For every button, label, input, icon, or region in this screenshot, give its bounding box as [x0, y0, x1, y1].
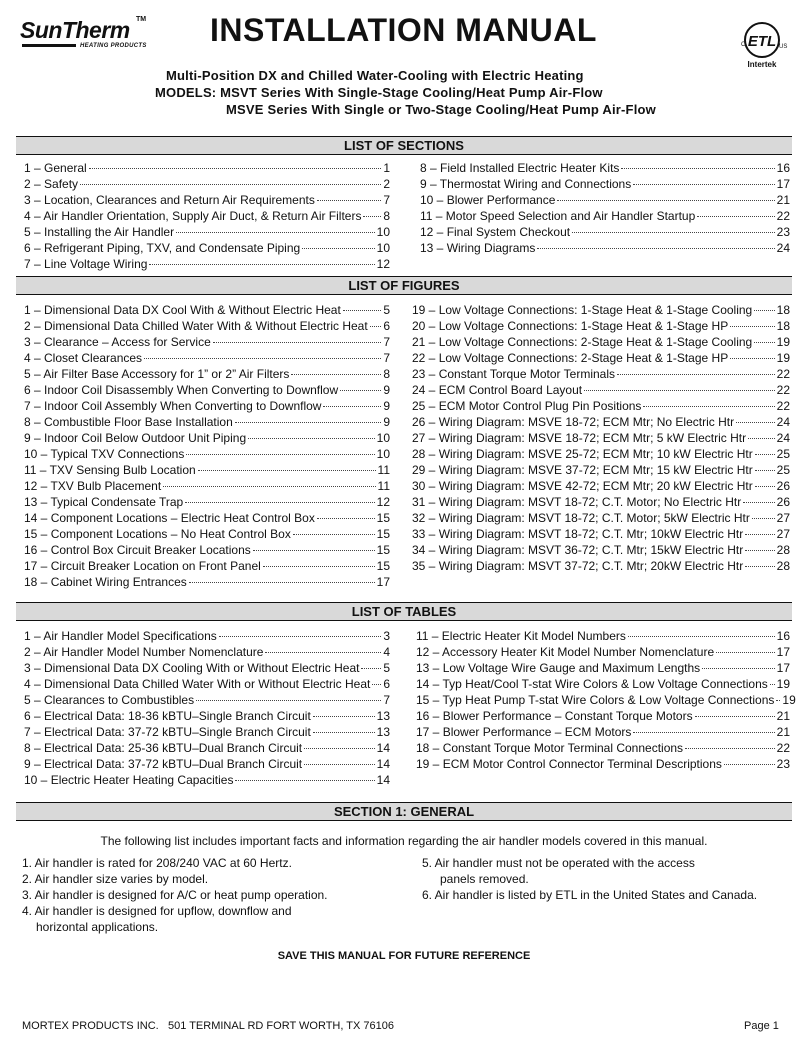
toc-label: 12 – TXV Bulb Placement: [24, 479, 162, 493]
toc-page: 22: [776, 383, 790, 397]
toc-entry[interactable]: [24, 542, 390, 558]
toc-page: 5: [383, 661, 390, 675]
toc-label: 16 – Blower Performance – Constant Torque Motors: [416, 709, 693, 723]
toc-page: 8: [383, 209, 390, 223]
toc-entry[interactable]: [24, 628, 390, 644]
toc-entry[interactable]: [416, 660, 790, 676]
toc-page: 19: [776, 677, 790, 691]
toc-label: 27 – Wiring Diagram: MSVE 18-72; ECM Mtr; 5 kW Electric Htr: [412, 431, 747, 445]
toc-label: 11 – Electric Heater Kit Model Numbers: [416, 629, 626, 643]
toc-page: 7: [383, 193, 390, 207]
sections-list-right: [420, 160, 790, 256]
toc-page: 24: [776, 415, 790, 429]
toc-entry[interactable]: [24, 302, 390, 318]
toc-page: 4: [383, 645, 390, 659]
toc-page: 28: [776, 543, 790, 557]
toc-label: 24 – ECM Control Board Layout: [412, 383, 583, 397]
subtitle-line-1: Multi-Position DX and Chilled Water-Cooling with Electric Heating: [166, 68, 584, 83]
toc-label: 19 – ECM Motor Control Connector Terminal Descriptions: [416, 757, 722, 771]
toc-entry[interactable]: [24, 334, 390, 350]
toc-label: 4 – Dimensional Data Chilled Water With or Without Electric Heat: [24, 677, 371, 691]
toc-label: 22 – Low Voltage Connections: 2-Stage Heat & 1-Stage HP: [412, 351, 729, 365]
toc-page: 18: [776, 319, 790, 333]
toc-label: 25 – ECM Motor Control Plug Pin Positions: [412, 399, 642, 413]
figures-list-left: [24, 302, 390, 590]
toc-page: 19: [782, 693, 796, 707]
toc-page: 22: [776, 209, 790, 223]
toc-entry[interactable]: [420, 192, 790, 208]
toc-entry[interactable]: [24, 414, 390, 430]
toc-page: 27: [776, 511, 790, 525]
tables-heading: LIST OF TABLES: [16, 602, 792, 621]
toc-entry[interactable]: [24, 192, 390, 208]
toc-label: 1 – General: [24, 161, 87, 175]
toc-label: 10 – Electric Heater Heating Capacities: [24, 773, 234, 787]
toc-page: 28: [776, 559, 790, 573]
toc-label: 3 – Location, Clearances and Return Air Requirements: [24, 193, 315, 207]
toc-label: 9 – Thermostat Wiring and Connections: [420, 177, 632, 191]
toc-entry[interactable]: [416, 676, 790, 692]
toc-entry[interactable]: [412, 382, 790, 398]
svg-text:ETL: ETL: [747, 33, 777, 50]
toc-entry[interactable]: [24, 224, 390, 240]
toc-page: 3: [383, 629, 390, 643]
toc-label: 8 – Combustible Floor Base Installation: [24, 415, 233, 429]
toc-page: 13: [376, 709, 390, 723]
general-heading: SECTION 1: GENERAL: [16, 802, 792, 821]
toc-entry[interactable]: [24, 478, 390, 494]
toc-label: 9 – Indoor Coil Below Outdoor Unit Piping: [24, 431, 247, 445]
toc-page: 6: [383, 677, 390, 691]
toc-label: 15 – Typ Heat Pump T-stat Wire Colors & Low Voltage Connections: [416, 693, 775, 707]
toc-entry[interactable]: [412, 334, 790, 350]
toc-label: 20 – Low Voltage Connections: 1-Stage Heat & 1-Stage HP: [412, 319, 729, 333]
toc-entry[interactable]: [24, 240, 390, 256]
logo-underline: [22, 44, 76, 47]
toc-page: 7: [383, 335, 390, 349]
toc-label: 8 – Field Installed Electric Heater Kits: [420, 161, 620, 175]
suntherm-logo: [20, 18, 150, 58]
toc-page: 18: [776, 303, 790, 317]
toc-label: 6 – Refrigerant Piping, TXV, and Condensate Piping: [24, 241, 301, 255]
toc-label: 5 – Installing the Air Handler: [24, 225, 175, 239]
toc-label: 29 – Wiring Diagram: MSVE 37-72; ECM Mtr; 15 kW Electric Htr: [412, 463, 753, 477]
svg-text:US: US: [779, 44, 788, 50]
toc-page: 23: [776, 757, 790, 771]
toc-page: 9: [383, 383, 390, 397]
toc-page: 10: [376, 241, 390, 255]
toc-page: 1: [383, 161, 390, 175]
toc-label: 10 – Blower Performance: [420, 193, 556, 207]
toc-page: 14: [376, 773, 390, 787]
toc-label: 30 – Wiring Diagram: MSVE 42-72; ECM Mtr; 20 kW Electric Htr: [412, 479, 753, 493]
toc-label: 5 – Air Filter Base Accessory for 1” or 2” Air Filters: [24, 367, 290, 381]
toc-entry[interactable]: [416, 692, 796, 708]
sections-list-left: [24, 160, 390, 272]
figures-list-right: [412, 302, 790, 574]
general-list-right: [422, 856, 792, 904]
toc-page: 13: [376, 725, 390, 739]
toc-label: 17 – Circuit Breaker Location on Front Panel: [24, 559, 261, 573]
toc-label: 32 – Wiring Diagram: MSVT 18-72; C.T. Motor; 5kW Electric Htr: [412, 511, 750, 525]
logo-trademark: TM: [136, 16, 147, 23]
subtitle-line-2: MODELS: MSVT Series With Single-Stage Cooling/Heat Pump Air-Flow: [155, 85, 603, 100]
toc-entry[interactable]: [24, 398, 390, 414]
toc-entry[interactable]: [416, 756, 790, 772]
tables-list-left: [24, 628, 390, 788]
toc-entry[interactable]: [420, 176, 790, 192]
toc-entry[interactable]: [24, 558, 390, 574]
toc-entry[interactable]: [24, 676, 390, 692]
toc-page: 11: [377, 463, 390, 477]
toc-entry[interactable]: [412, 526, 790, 542]
toc-entry[interactable]: [412, 350, 790, 366]
toc-label: 8 – Electrical Data: 25-36 kBTU–Dual Branch Circuit: [24, 741, 303, 755]
toc-page: 5: [383, 303, 390, 317]
general-list-left: [22, 856, 402, 936]
toc-entry[interactable]: [420, 208, 790, 224]
toc-entry[interactable]: [420, 240, 790, 256]
toc-label: 10 – Typical TXV Connections: [24, 447, 185, 461]
toc-page: 22: [776, 367, 790, 381]
toc-label: 12 – Final System Checkout: [420, 225, 571, 239]
toc-entry[interactable]: [24, 772, 390, 788]
logo-text: SunTherm: [20, 17, 130, 43]
toc-label: 15 – Component Locations – No Heat Control Box: [24, 527, 291, 541]
toc-page: 26: [776, 495, 790, 509]
toc-page: 7: [383, 351, 390, 365]
toc-page: 19: [776, 351, 790, 365]
toc-label: 3 – Dimensional Data DX Cooling With or Without Electric Heat: [24, 661, 360, 675]
toc-label: 4 – Closet Clearances: [24, 351, 143, 365]
toc-entry[interactable]: [412, 366, 790, 382]
toc-entry[interactable]: [412, 542, 790, 558]
toc-entry[interactable]: [412, 318, 790, 334]
toc-page: 24: [776, 241, 790, 255]
toc-entry[interactable]: [24, 430, 390, 446]
toc-label: 12 – Accessory Heater Kit Model Number Nomenclature: [416, 645, 715, 659]
toc-page: 10: [376, 447, 390, 461]
toc-page: 10: [376, 225, 390, 239]
toc-entry[interactable]: [412, 430, 790, 446]
toc-page: 14: [376, 741, 390, 755]
toc-label: 4 – Air Handler Orientation, Supply Air Duct, & Return Air Filters: [24, 209, 362, 223]
toc-page: 15: [376, 559, 390, 573]
toc-entry[interactable]: [24, 494, 390, 510]
toc-page: 25: [776, 463, 790, 477]
list-item: 2. Air handler size varies by model.: [22, 872, 209, 886]
toc-label: 13 – Wiring Diagrams: [420, 241, 536, 255]
toc-entry[interactable]: [412, 462, 790, 478]
toc-label: 17 – Blower Performance – ECM Motors: [416, 725, 632, 739]
toc-entry[interactable]: [24, 756, 390, 772]
toc-label: 19 – Low Voltage Connections: 1-Stage Heat & 1-Stage Cooling: [412, 303, 753, 317]
toc-page: 6: [383, 319, 390, 333]
toc-page: 15: [376, 543, 390, 557]
toc-page: 25: [776, 447, 790, 461]
toc-label: 34 – Wiring Diagram: MSVT 36-72; C.T. Mtr; 15kW Electric Htr: [412, 543, 744, 557]
intertek-caption: Intertek: [747, 60, 777, 69]
toc-entry[interactable]: [420, 160, 790, 176]
toc-page: 22: [776, 741, 790, 755]
toc-page: 21: [776, 709, 790, 723]
toc-label: 2 – Dimensional Data Chilled Water With & Without Electric Heat: [24, 319, 368, 333]
toc-label: 14 – Component Locations – Electric Heat Control Box: [24, 511, 315, 525]
list-item: panels removed.: [440, 872, 529, 886]
toc-label: 28 – Wiring Diagram: MSVE 25-72; ECM Mtr; 10 kW Electric Htr: [412, 447, 753, 461]
list-item: horizontal applications.: [36, 920, 159, 934]
list-item: 6. Air handler is listed by ETL in the United States and Canada.: [422, 888, 758, 902]
toc-label: 18 – Constant Torque Motor Terminal Connections: [416, 741, 684, 755]
toc-page: 9: [383, 415, 390, 429]
toc-page: 21: [776, 725, 790, 739]
toc-label: 5 – Clearances to Combustibles: [24, 693, 195, 707]
footer-address: 501 TERMINAL RD FORT WORTH, TX 76106: [168, 1020, 394, 1032]
toc-entry[interactable]: [24, 176, 390, 192]
tables-list-right: [416, 628, 796, 772]
toc-label: 3 – Clearance – Access for Service: [24, 335, 211, 349]
toc-entry[interactable]: [24, 724, 390, 740]
toc-entry[interactable]: [24, 256, 390, 272]
toc-label: 14 – Typ Heat/Cool T-stat Wire Colors & Low Voltage Connections: [416, 677, 768, 691]
list-item: 3. Air handler is designed for A/C or heat pump operation.: [22, 888, 328, 902]
toc-entry[interactable]: [24, 708, 390, 724]
toc-page: 16: [776, 161, 790, 175]
toc-entry[interactable]: [24, 644, 390, 660]
toc-entry[interactable]: [412, 414, 790, 430]
toc-label: 13 – Typical Condensate Trap: [24, 495, 184, 509]
toc-page: 17: [776, 177, 790, 191]
toc-label: 18 – Cabinet Wiring Entrances: [24, 575, 187, 589]
toc-page: 15: [376, 511, 390, 525]
toc-page: 24: [776, 431, 790, 445]
subtitle-line-3: MSVE Series With Single or Two-Stage Cooling/Heat Pump Air-Flow: [226, 102, 656, 117]
footer-page-number: Page 1: [744, 1020, 779, 1032]
document-title: INSTALLATION MANUAL: [210, 12, 597, 48]
toc-label: 6 – Electrical Data: 18-36 kBTU–Single Branch Circuit: [24, 709, 311, 723]
toc-page: 7: [383, 693, 390, 707]
save-manual-notice: SAVE THIS MANUAL FOR FUTURE REFERENCE: [277, 950, 531, 962]
toc-entry[interactable]: [416, 708, 790, 724]
general-intro: The following list includes important facts and information regarding the air handler models covered in this manual.: [100, 834, 708, 848]
toc-entry[interactable]: [24, 366, 390, 382]
toc-entry[interactable]: [24, 208, 390, 224]
toc-label: 11 – Motor Speed Selection and Air Handler Startup: [420, 209, 696, 223]
toc-entry[interactable]: [24, 318, 390, 334]
toc-label: 21 – Low Voltage Connections: 2-Stage Heat & 1-Stage Cooling: [412, 335, 753, 349]
list-item: 5. Air handler must not be operated with the access: [422, 856, 695, 870]
toc-label: 16 – Control Box Circuit Breaker Locations: [24, 543, 251, 557]
toc-entry[interactable]: [412, 446, 790, 462]
toc-label: 31 – Wiring Diagram: MSVT 18-72; C.T. Motor; No Electric Htr: [412, 495, 742, 509]
toc-page: 14: [376, 757, 390, 771]
toc-label: 2 – Air Handler Model Number Nomenclature: [24, 645, 264, 659]
toc-entry[interactable]: [24, 660, 390, 676]
toc-entry[interactable]: [412, 302, 790, 318]
toc-label: 33 – Wiring Diagram: MSVT 18-72; C.T. Mtr; 10kW Electric Htr: [412, 527, 744, 541]
toc-entry[interactable]: [24, 574, 390, 590]
toc-label: 7 – Line Voltage Wiring: [24, 257, 148, 271]
toc-page: 23: [776, 225, 790, 239]
toc-page: 27: [776, 527, 790, 541]
toc-label: 26 – Wiring Diagram: MSVE 18-72; ECM Mtr; No Electric Htr: [412, 415, 735, 429]
toc-page: 12: [376, 495, 390, 509]
toc-page: 17: [776, 661, 790, 675]
toc-page: 17: [776, 645, 790, 659]
toc-entry[interactable]: [416, 724, 790, 740]
toc-page: 16: [776, 629, 790, 643]
toc-page: 9: [383, 399, 390, 413]
toc-entry[interactable]: [412, 510, 790, 526]
toc-page: 17: [376, 575, 390, 589]
toc-entry[interactable]: [24, 462, 390, 478]
toc-entry[interactable]: [24, 382, 390, 398]
toc-page: 12: [376, 257, 390, 271]
toc-label: 7 – Electrical Data: 37-72 kBTU–Single Branch Circuit: [24, 725, 311, 739]
toc-page: 2: [383, 177, 390, 191]
toc-label: 7 – Indoor Coil Assembly When Converting to Downflow: [24, 399, 322, 413]
toc-entry[interactable]: [416, 628, 790, 644]
toc-label: 6 – Indoor Coil Disassembly When Converting to Downflow: [24, 383, 339, 397]
toc-entry[interactable]: [412, 494, 790, 510]
toc-page: 22: [776, 399, 790, 413]
toc-label: 1 – Air Handler Model Specifications: [24, 629, 217, 643]
toc-entry[interactable]: [412, 478, 790, 494]
logo-subtitle: HEATING PRODUCTS: [80, 43, 147, 49]
toc-label: 1 – Dimensional Data DX Cool With & Without Electric Heat: [24, 303, 341, 317]
toc-entry[interactable]: [24, 160, 390, 176]
toc-entry[interactable]: [24, 510, 390, 526]
toc-entry[interactable]: [24, 526, 390, 542]
toc-entry[interactable]: [420, 224, 790, 240]
list-item: 1. Air handler is rated for 208/240 VAC at 60 Hertz.: [22, 856, 292, 870]
toc-label: 35 – Wiring Diagram: MSVT 37-72; C.T. Mtr; 20kW Electric Htr: [412, 559, 744, 573]
svg-text:C: C: [741, 42, 746, 48]
toc-page: 8: [383, 367, 390, 381]
sections-heading: LIST OF SECTIONS: [16, 136, 792, 155]
list-item: 4. Air handler is designed for upflow, downflow and: [22, 904, 292, 918]
toc-label: 9 – Electrical Data: 37-72 kBTU–Dual Branch Circuit: [24, 757, 303, 771]
toc-entry[interactable]: [24, 740, 390, 756]
toc-page: 21: [776, 193, 790, 207]
footer-company: MORTEX PRODUCTS INC.: [22, 1020, 159, 1032]
figures-heading: LIST OF FIGURES: [16, 276, 792, 295]
toc-page: 26: [776, 479, 790, 493]
toc-page: 19: [776, 335, 790, 349]
toc-entry[interactable]: [24, 692, 390, 708]
toc-entry[interactable]: [24, 446, 390, 462]
toc-label: 13 – Low Voltage Wire Gauge and Maximum Lengths: [416, 661, 701, 675]
toc-entry[interactable]: [24, 350, 390, 366]
toc-label: 2 – Safety: [24, 177, 79, 191]
toc-entry[interactable]: [412, 558, 790, 574]
toc-entry[interactable]: [416, 740, 790, 756]
toc-label: 23 – Constant Torque Motor Terminals: [412, 367, 615, 381]
toc-entry[interactable]: [416, 644, 790, 660]
toc-entry[interactable]: [412, 398, 790, 414]
toc-page: 11: [377, 479, 390, 493]
toc-page: 15: [376, 527, 390, 541]
toc-label: 11 – TXV Sensing Bulb Location: [24, 463, 196, 477]
toc-page: 10: [376, 431, 390, 445]
